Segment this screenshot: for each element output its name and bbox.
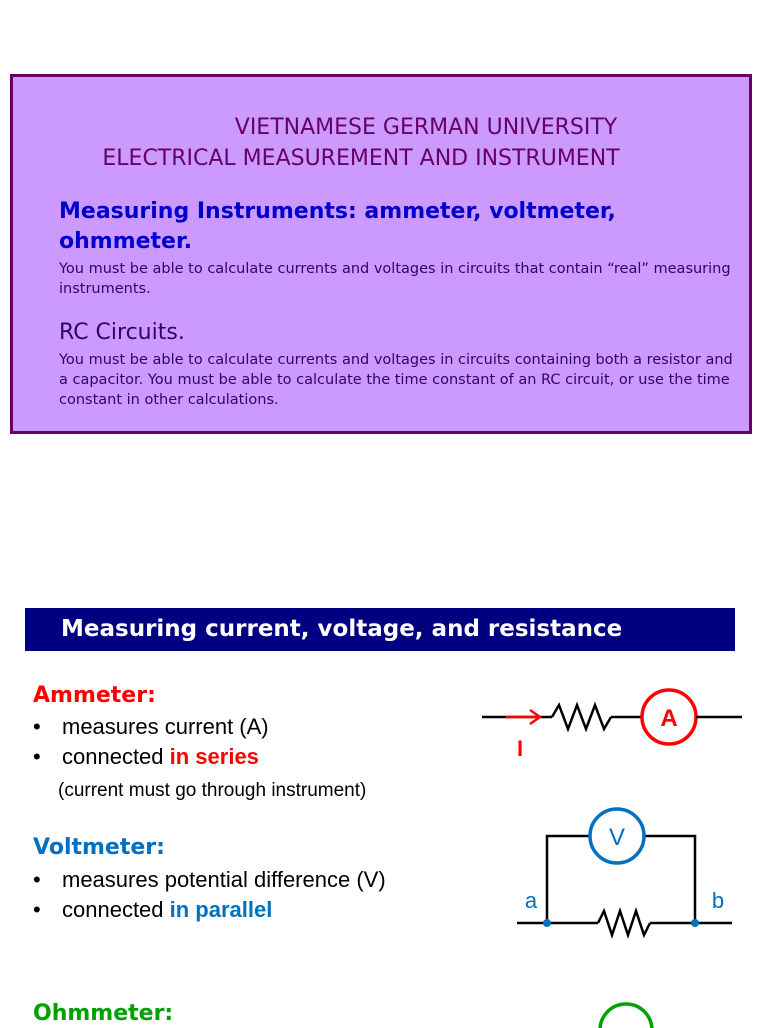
ammeter-bullet-connected: connected bbox=[62, 744, 170, 769]
ohmmeter-symbol-circle bbox=[600, 1004, 652, 1028]
voltmeter-bullet-connected: connected bbox=[62, 897, 170, 922]
voltmeter-bullet-measures: measures potential difference (V) bbox=[62, 867, 386, 892]
ammeter-note: (current must go through instrument) bbox=[58, 780, 367, 801]
bullet-marker: • bbox=[33, 867, 41, 892]
ammeter-circuit-diagram bbox=[480, 688, 744, 768]
voltmeter-heading: Voltmeter: bbox=[33, 835, 165, 860]
topic-measuring-instruments-heading: Measuring Instruments: ammeter, voltmeter, ohmmeter. bbox=[59, 199, 616, 254]
list-item bbox=[33, 895, 386, 925]
ammeter-heading: Ammeter: bbox=[33, 683, 156, 708]
ohmmeter-symbol-partial bbox=[596, 998, 660, 1024]
current-label: I bbox=[516, 736, 524, 761]
university-name: VIETNAMESE GERMAN UNIVERSITY bbox=[234, 115, 618, 140]
node-b-label: b bbox=[711, 888, 725, 913]
bullet-marker: • bbox=[33, 744, 41, 769]
course-title: ELECTRICAL MEASUREMENT AND INSTRUMENT bbox=[102, 146, 620, 171]
voltmeter-in-parallel-emphasis: in parallel bbox=[169, 897, 273, 922]
title-slide-box bbox=[10, 74, 752, 434]
voltmeter-circuit-diagram bbox=[514, 806, 736, 942]
resistor-zigzag bbox=[552, 705, 611, 729]
voltmeter-bullet-list bbox=[33, 865, 386, 925]
ammeter-bullet-list bbox=[33, 712, 269, 772]
node-b-dot bbox=[691, 919, 699, 927]
ohmmeter-heading: Ohmmeter: bbox=[33, 1001, 174, 1026]
voltmeter-symbol-label: V bbox=[608, 824, 626, 851]
bullet-marker: • bbox=[33, 714, 41, 739]
list-item bbox=[33, 865, 386, 895]
list-item bbox=[33, 742, 269, 772]
topic-rc-circuits-heading: RC Circuits. bbox=[59, 320, 185, 345]
bullet-marker: • bbox=[33, 897, 41, 922]
list-item bbox=[33, 712, 269, 742]
slide-banner-title: Measuring current, voltage, and resistance bbox=[25, 608, 735, 651]
upper-loop-wire-right bbox=[644, 836, 695, 923]
ammeter-in-series-emphasis: in series bbox=[169, 744, 259, 769]
ammeter-symbol-label: A bbox=[660, 705, 678, 732]
topic-measuring-instruments-description: You must be able to calculate currents and voltages in circuits that contain “real” measuring instruments. bbox=[59, 261, 731, 297]
ammeter-bullet-measures: measures current (A) bbox=[62, 714, 269, 739]
node-a-label: a bbox=[524, 888, 538, 913]
upper-loop-wire bbox=[547, 836, 590, 923]
node-a-dot bbox=[543, 919, 551, 927]
topic-rc-circuits-description: You must be able to calculate currents and voltages in circuits containing both a resistor and a capacitor. You must be able to calculate the time constant of an RC circuit, or use the time constant in other calculations. bbox=[59, 352, 733, 408]
resistor-zigzag bbox=[598, 911, 650, 935]
